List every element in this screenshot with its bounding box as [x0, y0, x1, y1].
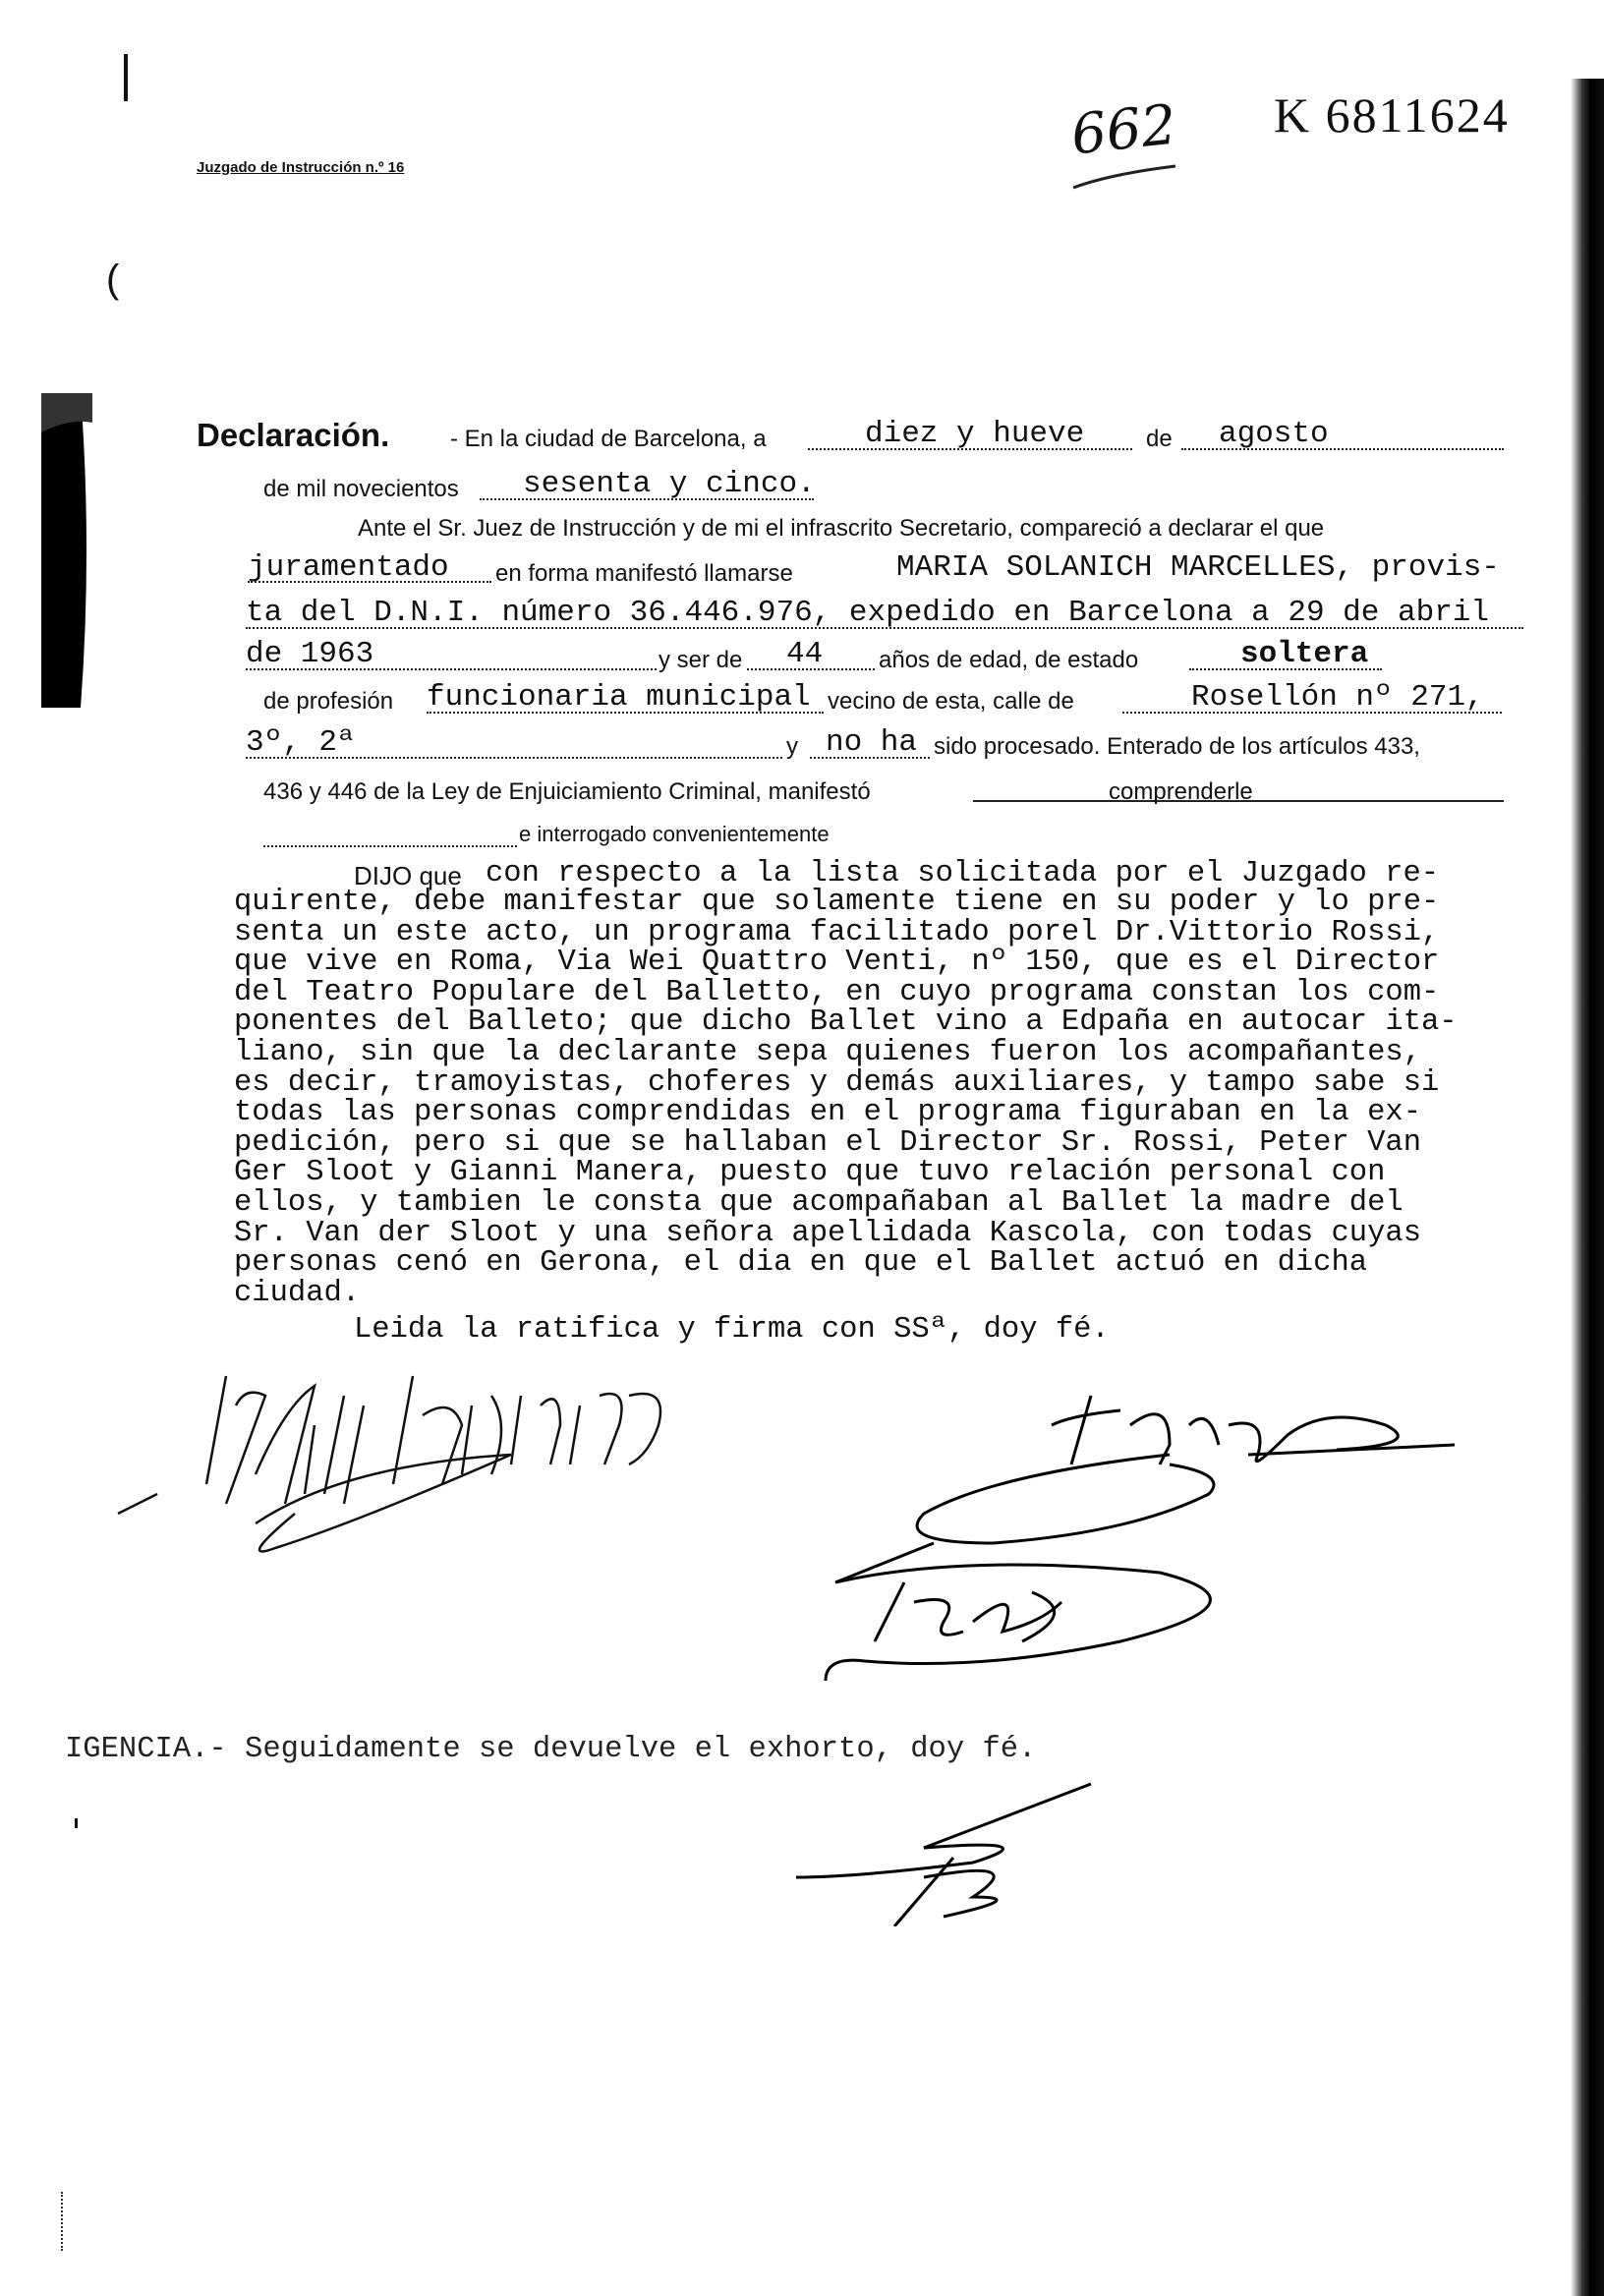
form-line4-label: en forma manifestó llamarse	[495, 560, 793, 587]
statement-line: ciudad.	[234, 1276, 361, 1310]
court-label: Juzgado de Instrucción n.º 16	[197, 159, 405, 176]
margin-mark	[75, 1818, 78, 1828]
statement-closing: Leida la ratifica y firma con SSª, doy fé.	[354, 1313, 1110, 1347]
statement-line: Ger Sloot y Gianni Manera, puesto que tuvo relación personal con	[234, 1156, 1386, 1190]
form-line6-ser: y ser de	[659, 647, 743, 673]
field-street: Rosellón nº 271,	[1191, 680, 1484, 715]
field-day: diez y hueve	[865, 417, 1085, 451]
form-line1-de: de	[1146, 426, 1173, 452]
field-month: agosto	[1219, 417, 1329, 451]
statement-line: senta un este acto, un programa facilitado porel Dr.Vittorio Rossi,	[234, 915, 1440, 949]
form-line8-text: sido procesado. Enterado de los artículos 433,	[934, 733, 1420, 760]
field-line	[246, 668, 657, 670]
field-issue-year: de 1963	[246, 637, 374, 671]
statement-line: liano, sin que la declarante sepa quienes fueron los acompañantes,	[234, 1035, 1421, 1069]
field-marital-state: soltera	[1240, 637, 1369, 671]
statement-line: ellos, y tambien le consta que acompañaban al Ballet la madre del	[234, 1185, 1404, 1220]
stamp-number: K 6811624	[1274, 87, 1510, 143]
form-title: Declaración.	[197, 417, 390, 453]
statement-line: quirente, debe manifestar que solamente tiene en su poder y lo pre-	[234, 886, 1440, 919]
signature-diligencia	[776, 1779, 1130, 1926]
statement-line: personas cenó en Gerona, el dia en que el Ballet actuó en dicha	[234, 1246, 1368, 1281]
statement-line: es decir, tramoyistas, choferes y demás auxiliares, y tampo sabe si	[234, 1065, 1440, 1100]
tick-mark	[124, 54, 128, 101]
margin-mark	[61, 2192, 65, 2251]
form-line8-y: y	[786, 733, 798, 760]
form-line3: Ante el Sr. Juez de Instrucción y de mi el infrascrito Secretario, compareció a declarar el que	[358, 515, 1325, 542]
statement-line: del Teatro Populare del Balletto, en cuyo programa constan los com-	[234, 975, 1440, 1009]
binding-mark	[41, 393, 92, 708]
field-line	[263, 845, 517, 847]
field-line	[427, 712, 824, 714]
form-line2-prefix: de mil novecientos	[263, 476, 459, 502]
scan-edge-shadow	[1571, 79, 1604, 2296]
signature-declarant	[98, 1366, 786, 1592]
field-no-ha: no ha	[826, 725, 918, 760]
form-line1-prefix: - En la ciudad de Barcelona, a	[450, 426, 767, 452]
field-comprenderle: comprenderle	[1109, 778, 1253, 805]
form-line7-vecino: vecino de esta, calle de	[828, 688, 1074, 715]
dijo-label: DIJO que	[354, 861, 462, 890]
statement-line: que vive en Roma, Via Wei Quattro Venti, nº 150, que es el Director	[234, 946, 1440, 980]
form-line7-label: de profesión	[263, 688, 394, 715]
field-line	[248, 581, 491, 583]
field-age: 44	[786, 637, 824, 671]
field-name: MARIA SOLANICH MARCELLES, provis-	[896, 550, 1500, 585]
statement-body	[234, 888, 1541, 1308]
signature-secretary	[767, 1514, 1317, 1681]
field-floor: 3º, 2ª	[246, 725, 356, 760]
statement-line: Sr. Van der Sloot y una señora apellidada Kascola, con todas cuyas	[234, 1216, 1421, 1250]
handwritten-underline	[1071, 162, 1179, 192]
field-line	[246, 627, 1523, 629]
form-line5: ta del D.N.I. número 36.446.976, expedido en Barcelona a 29 de abril	[246, 596, 1490, 630]
field-line	[246, 757, 782, 759]
statement-first-line: con respecto a la lista solicitada por el Juzgado re-	[486, 857, 1440, 890]
field-status: juramentado	[248, 550, 449, 585]
form-line10-text: e interrogado convenientemente	[519, 822, 830, 846]
field-year: sesenta y cinco.	[523, 467, 816, 501]
handwritten-number: 662	[1067, 92, 1179, 168]
form-line6-label: años de edad, de estado	[879, 647, 1139, 673]
field-profession: funcionaria municipal	[427, 680, 811, 715]
statement-line: todas las personas comprendidas en el programa figuraban en la ex-	[234, 1096, 1421, 1130]
paren-mark: (	[106, 258, 120, 301]
statement-line: pedición, pero si que se hallaban el Director Sr. Rossi, Peter Van	[234, 1125, 1421, 1160]
diligencia-text: IGENCIA.- Seguidamente se devuelve el exhorto, doy fé.	[65, 1733, 1037, 1766]
form-line9-text: 436 y 446 de la Ley de Enjuiciamiento Criminal, manifestó	[263, 778, 871, 805]
statement-line: ponentes del Balleto; que dicho Ballet vino a Edpaña en autocar ita-	[234, 1005, 1458, 1040]
